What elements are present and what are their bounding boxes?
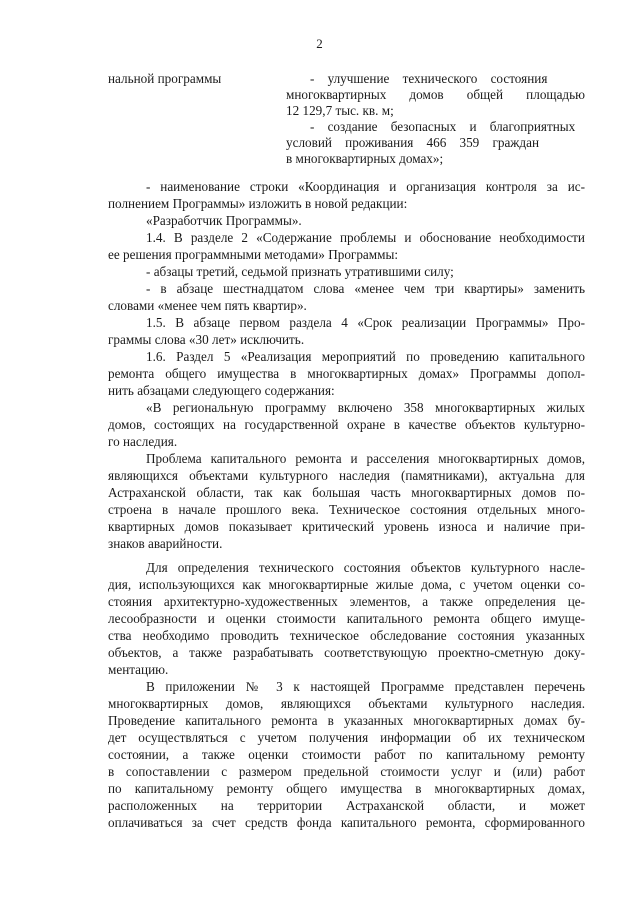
text-line: оплачиваться за счет средств фонда капитального ремонта, сформированного	[108, 815, 585, 830]
text-line: стояния архитектурно-художественных элементов, а также определения це-	[108, 594, 585, 609]
text-line: - наименование строки «Координация и организация контроля за ис-	[146, 179, 585, 194]
text-line: полнением Программы» изложить в новой редакции:	[108, 196, 408, 211]
text-line: квартирных домов показывает критический уровень износа и наличие при-	[108, 519, 585, 534]
text-line: - абзацы третий, седьмой признать утратившими силу;	[146, 264, 454, 279]
text-line: состоянии, а также оценки стоимости работ по капитальному ремонту	[108, 747, 585, 762]
text-line: нить абзацами следующего содержания:	[108, 383, 335, 398]
text-line: 1.4. В разделе 2 «Содержание проблемы и обоснование необходимости	[146, 230, 585, 245]
text-line: ремонта общего имущества в многоквартирных домах» Программы допол-	[108, 366, 585, 381]
text-line: являющихся объектами культурного наследия (памятниками), актуальна для	[108, 468, 585, 483]
text-line: дет осуществляться с учетом получения информации об их техническом	[108, 730, 585, 745]
text-line: ее решения программными методами» Программы:	[108, 247, 398, 262]
text-line: Для определения технического состояния объектов культурного насле-	[146, 560, 585, 575]
table-right-line: 12 129,7 тыс. кв. м;	[286, 103, 394, 118]
text-line: строена в начале прошлого века. Техническое состояния отдельных много-	[108, 502, 585, 517]
text-line: по капитальному ремонту общего имущества в многоквартирных домах,	[108, 781, 585, 796]
text-line: 1.6. Раздел 5 «Реализация мероприятий по проведению капитального	[146, 349, 585, 364]
text-line: го наследия.	[108, 434, 178, 449]
table-right-line: условий проживания 466 359 граждан	[286, 135, 540, 150]
text-line: Проблема капитального ремонта и расселения многоквартирных домов,	[146, 451, 585, 466]
text-line: расположенных на территории Астраханской области, и может	[108, 798, 585, 813]
page-number: 2	[316, 36, 323, 51]
text-line: ментацию.	[108, 662, 169, 677]
table-left-cell: нальной программы	[108, 71, 222, 86]
text-line: Астраханской области, так как большая часть многоквартирных домов по-	[108, 485, 585, 500]
text-line: 1.5. В абзаце первом раздела 4 «Срок реализации Программы» Про-	[146, 315, 585, 330]
table-right-line: - улучшение технического состояния	[310, 71, 548, 86]
text-line: в сопоставлении с размером предельной стоимости услуг и (или) работ	[108, 764, 585, 779]
text-line: Проведение капитального ремонта в указанных многоквартирных домах бу-	[108, 713, 585, 728]
text-line: объектов, а также разрабатывать соответствующую проектно-сметную доку-	[108, 645, 585, 660]
table-right-line: - создание безопасных и благоприятных	[310, 119, 576, 134]
text-line: словами «менее чем пять квартир».	[108, 298, 307, 313]
text-line: знаков аварийности.	[108, 536, 223, 551]
text-line: «В региональную программу включено 358 многоквартирных жилых	[146, 400, 585, 415]
table-right-line: в многоквартирных домах»;	[286, 151, 444, 166]
text-line: многоквартирных домов, являющихся объектами культурного наследия.	[108, 696, 585, 711]
table-right-line: многоквартирных домов общей площадью	[286, 87, 585, 102]
text-line: лесообразности и оценки стоимости капитального ремонта общего имуще-	[108, 611, 585, 626]
text-line: дия, использующихся как многоквартирные жилые дома, с учетом оценки со-	[108, 577, 585, 592]
text-line: граммы слова «30 лет» исключить.	[108, 332, 305, 347]
text-line: В приложении № 3 к настоящей Программе представлен перечень	[146, 679, 585, 694]
text-line: ства необходимо проводить техническое обследование состояния указанных	[108, 628, 585, 643]
text-line: домов, состоящих на государственной охране в качестве объектов культурно-	[108, 417, 585, 432]
text-line: «Разработчик Программы».	[146, 213, 302, 228]
text-line: - в абзаце шестнадцатом слова «менее чем три квартиры» заменить	[146, 281, 585, 296]
